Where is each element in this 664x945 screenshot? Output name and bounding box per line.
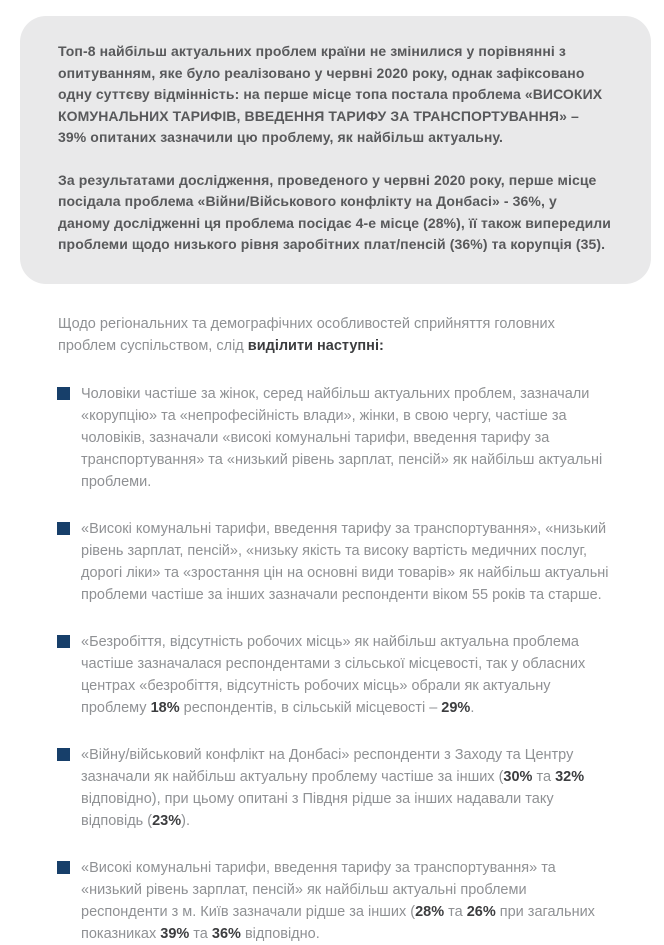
list-item <box>58 744 610 832</box>
list-item <box>58 383 610 493</box>
findings-list <box>58 383 610 945</box>
callout-paragraph-1: Топ-8 найбільш актуальних проблем країни не змінилися у порівнянні з опитуванням, яке було реалізовано у червні 2020 року, однак зафіксовано одну суттєву відмінність: на перше місце топа постала проблема «ВИСОКИХ КОМУНАЛЬНИХ ТАРИФІВ, ВВЕДЕННЯ ТАРИФУ ЗА ТРАНСПОРТУВАННЯ» – 39% опитаних зазначили цю проблему, як найбільш актуальну. <box>58 43 603 145</box>
list-item-text: «Безробіття, відсутність робочих місць» як найбільш актуальна проблема частіше зазначалася респондентами з сільської місцевості, так у обласних центрах «безробіття, відсутність робочих місць» обрали як актуальну проблему 18% респондентів, в сільській місцевості – 29%. <box>81 633 586 716</box>
square-bullet-icon <box>57 387 70 400</box>
square-bullet-icon <box>57 522 70 535</box>
intro-paragraph: Щодо регіональних та демографічних особливостей сприйняття головних проблем суспільством, слід виділити наступні: <box>58 315 555 354</box>
list-item <box>58 857 610 945</box>
list-item-text: «Війну/військовий конфлікт на Донбасі» респонденти з Заходу та Центру зазначали як найбільш актуальну проблему частіше за інших (30% та 32% відповідно), при цьому опитані з Півдня рідше за інших надавали таку відповідь (23%). <box>81 746 585 829</box>
square-bullet-icon <box>57 861 70 874</box>
callout-paragraph-2: За результатами дослідження, проведеного у червні 2020 року, перше місце посідала проблема «Війни/Військового конфлікту на Донбасі» - 36%, у даному дослідженні ця проблема посідає 4-е місце (28%), її також випередили проблеми щодо низького рівня заробітних плат/пенсій (36%) та корупція (35). <box>58 171 612 252</box>
list-item-text: «Високі комунальні тарифи, введення тарифу за транспортування», «низький рівень зарплат, пенсій», «низьку якість та високу вартість медичних послуг, дорогі ліки» та «зростання цін на основні види товарів» як найбільш актуальні проблеми частіше за інших зазначали респонденти віком 55 років та старше. <box>81 520 609 603</box>
list-item <box>58 631 610 719</box>
summary-callout <box>20 16 651 284</box>
list-item-text: Чоловіки частіше за жінок, серед найбільш актуальних проблем, зазначали «корупцію» та «непрофесійність влади», жінки, в свою чергу, частіше за чоловіків, зазначали «високі комунальні тарифи, введення тарифу за транспортування» та «низький рівень зарплат, пенсій» як найбільш актуальні проблеми. <box>81 385 603 490</box>
list-item <box>58 518 610 606</box>
body-content <box>0 284 664 945</box>
report-page <box>0 16 664 942</box>
list-item-text: «Високі комунальні тарифи, введення тарифу за транспортування» та «низький рівень зарплат, пенсій» як найбільш актуальні проблеми респонденти з м. Київ зазначали рідше за інших (28% та 26% при загальних показниках 39% та 36% відповідно. <box>81 859 595 942</box>
square-bullet-icon <box>57 635 70 648</box>
square-bullet-icon <box>57 748 70 761</box>
